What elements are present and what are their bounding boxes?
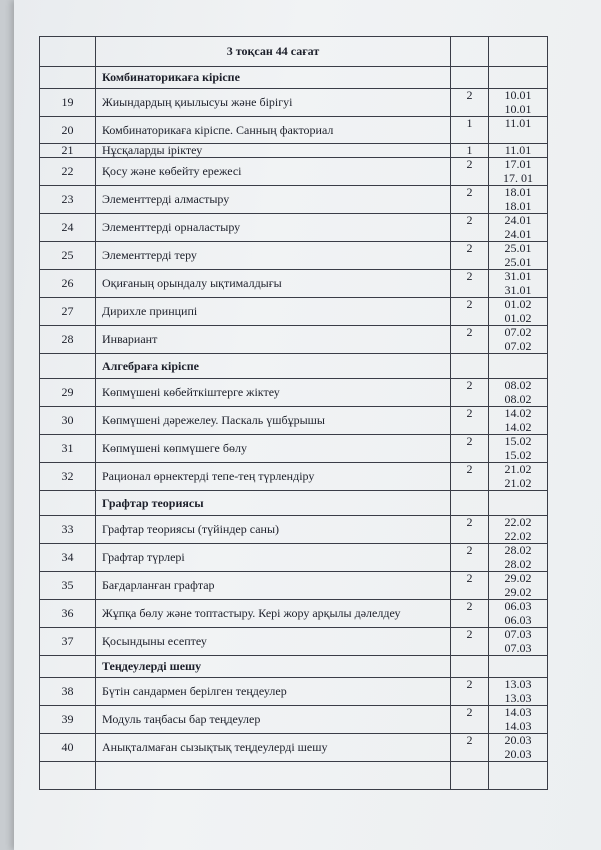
lesson-hours: 2 <box>451 544 489 572</box>
lesson-topic: Элементтерді теру <box>96 242 451 270</box>
lesson-date: 08.02 <box>504 378 532 392</box>
lesson-date: 25.01 <box>504 255 532 269</box>
lesson-hours: 2 <box>451 270 489 298</box>
lesson-dates <box>489 435 548 463</box>
empty-cell <box>40 67 96 89</box>
empty-cell <box>489 656 548 678</box>
lesson-dates <box>489 326 548 354</box>
lesson-date: 07.03 <box>504 627 532 641</box>
section-title: Алгебраға кіріспе <box>96 354 451 379</box>
lesson-date: 24.01 <box>504 213 532 227</box>
lesson-topic: Бүтін сандармен берілген теңдеулер <box>96 678 451 706</box>
lesson-date: 14.02 <box>504 420 532 434</box>
lesson-hours: 2 <box>451 89 489 117</box>
table-row <box>40 463 548 491</box>
section-title: Графтар теориясы <box>96 491 451 516</box>
lesson-topic: Жұпқа бөлу және топтастыру. Кері жору арқылы дәлелдеу <box>96 600 451 628</box>
lesson-number: 38 <box>40 678 96 706</box>
lesson-number: 25 <box>40 242 96 270</box>
table-row <box>40 158 548 186</box>
empty-row <box>40 762 548 790</box>
table-row <box>40 734 548 762</box>
lesson-date: 24.01 <box>504 227 532 241</box>
table-row <box>40 628 548 656</box>
section-title: Комбинаторикаға кіріспе <box>96 67 451 89</box>
lesson-date: 18.01 <box>504 185 532 199</box>
table-row <box>40 678 548 706</box>
table-row <box>40 298 548 326</box>
lesson-dates <box>489 186 548 214</box>
lesson-number: 31 <box>40 435 96 463</box>
empty-cell <box>40 491 96 516</box>
lesson-dates <box>489 734 548 762</box>
lesson-date: 22.02 <box>504 515 532 529</box>
lesson-topic: Дирихле принципі <box>96 298 451 326</box>
lesson-number: 29 <box>40 379 96 407</box>
lesson-topic: Рационал өрнектерді тепе-тең түрлендіру <box>96 463 451 491</box>
lesson-hours: 2 <box>451 214 489 242</box>
lesson-topic: Графтар теориясы (түйіндер саны) <box>96 516 451 544</box>
lesson-topic: Қосу және көбейту ережесі <box>96 158 451 186</box>
empty-cell <box>451 762 489 790</box>
lesson-dates <box>489 379 548 407</box>
lesson-dates <box>489 298 548 326</box>
empty-cell <box>489 762 548 790</box>
lesson-hours: 2 <box>451 407 489 435</box>
lesson-hours: 2 <box>451 572 489 600</box>
section-title: Теңдеулерді шешу <box>96 656 451 678</box>
table-row <box>40 89 548 117</box>
lesson-topic: Көпмүшені көбейткіштерге жіктеу <box>96 379 451 407</box>
lesson-topic: Элементтерді алмастыру <box>96 186 451 214</box>
empty-cell <box>451 656 489 678</box>
empty-cell <box>451 354 489 379</box>
table-row <box>40 144 548 158</box>
lesson-date: 10.01 <box>504 88 532 102</box>
table-row <box>40 117 548 144</box>
lesson-number: 36 <box>40 600 96 628</box>
lesson-number: 20 <box>40 117 96 144</box>
lesson-date: 20.03 <box>504 733 532 747</box>
empty-cell <box>489 67 548 89</box>
lesson-topic: Оқиғаның орындалу ықтималдығы <box>96 270 451 298</box>
lesson-date: 29.02 <box>504 585 532 599</box>
lesson-date: 06.03 <box>504 613 532 627</box>
lesson-number: 27 <box>40 298 96 326</box>
lesson-hours: 2 <box>451 326 489 354</box>
lesson-hours: 2 <box>451 158 489 186</box>
lesson-date: 28.02 <box>504 557 532 571</box>
lesson-date: 21.02 <box>504 462 532 476</box>
lesson-topic: Модуль таңбасы бар теңдеулер <box>96 706 451 734</box>
lesson-date: 01.02 <box>504 297 532 311</box>
lesson-date: 11.01 <box>504 116 532 130</box>
lesson-dates <box>489 600 548 628</box>
lesson-hours: 2 <box>451 600 489 628</box>
empty-cell <box>489 491 548 516</box>
lesson-topic: Инвариант <box>96 326 451 354</box>
lesson-topic: Элементтерді орналастыру <box>96 214 451 242</box>
lesson-topic: Бағдарланған графтар <box>96 572 451 600</box>
empty-cell <box>40 656 96 678</box>
lesson-hours: 2 <box>451 678 489 706</box>
lesson-date: 14.03 <box>504 705 532 719</box>
lesson-dates <box>489 516 548 544</box>
lesson-dates <box>489 117 548 144</box>
lesson-dates <box>489 242 548 270</box>
lesson-date: 20.03 <box>504 747 532 761</box>
lesson-date: 17.01 <box>504 157 532 171</box>
empty-cell <box>451 67 489 89</box>
lesson-dates <box>489 544 548 572</box>
lesson-date: 18.01 <box>504 199 532 213</box>
lesson-dates <box>489 144 548 158</box>
lesson-date: 07.02 <box>504 325 532 339</box>
lesson-hours: 1 <box>451 117 489 144</box>
lesson-topic: Қосындыны есептеу <box>96 628 451 656</box>
lesson-hours: 2 <box>451 379 489 407</box>
empty-cell <box>451 491 489 516</box>
lesson-hours: 1 <box>451 144 489 158</box>
table-row <box>40 435 548 463</box>
table-title-row <box>40 37 548 67</box>
lesson-date: 13.03 <box>504 677 532 691</box>
lesson-date: 07.02 <box>504 339 532 353</box>
lesson-number: 23 <box>40 186 96 214</box>
table-row <box>40 572 548 600</box>
lesson-hours: 2 <box>451 516 489 544</box>
lesson-date: 07.03 <box>504 641 532 655</box>
lesson-hours: 2 <box>451 463 489 491</box>
lesson-date: 22.02 <box>504 529 532 543</box>
lesson-dates <box>489 158 548 186</box>
lesson-number: 34 <box>40 544 96 572</box>
lesson-date: 17. 01 <box>503 171 533 185</box>
lesson-date: 14.03 <box>504 719 532 733</box>
lesson-number: 26 <box>40 270 96 298</box>
lesson-date: 31.01 <box>504 269 532 283</box>
empty-cell <box>40 354 96 379</box>
lesson-dates <box>489 270 548 298</box>
table-row <box>40 242 548 270</box>
lesson-date: 13.03 <box>504 691 532 705</box>
lesson-topic: Комбинаторикаға кіріспе. Санның факториал <box>96 117 451 144</box>
lesson-hours: 2 <box>451 734 489 762</box>
lesson-number: 28 <box>40 326 96 354</box>
lesson-dates <box>489 628 548 656</box>
section-header-row <box>40 354 548 379</box>
lesson-date: 15.02 <box>504 448 532 462</box>
lesson-date: 10.01 <box>504 102 532 116</box>
lesson-topic: Көпмүшені дәрежелеу. Паскаль үшбұрышы <box>96 407 451 435</box>
lesson-number: 22 <box>40 158 96 186</box>
lesson-number: 24 <box>40 214 96 242</box>
lesson-date: 15.02 <box>504 434 532 448</box>
lesson-hours: 2 <box>451 706 489 734</box>
lesson-hours: 2 <box>451 242 489 270</box>
lesson-number: 19 <box>40 89 96 117</box>
lesson-topic: Графтар түрлері <box>96 544 451 572</box>
lesson-number: 33 <box>40 516 96 544</box>
lesson-dates <box>489 407 548 435</box>
section-header-row <box>40 67 548 89</box>
lesson-topic: Жиындардың қиылысуы және бірігуі <box>96 89 451 117</box>
lesson-number: 37 <box>40 628 96 656</box>
lesson-dates <box>489 214 548 242</box>
table-row <box>40 186 548 214</box>
table-row <box>40 270 548 298</box>
lesson-date: 14.02 <box>504 406 532 420</box>
lesson-plan-table <box>39 36 548 790</box>
lesson-topic: Нұсқаларды іріктеу <box>96 144 451 158</box>
lesson-date: 01.02 <box>504 311 532 325</box>
section-header-row <box>40 491 548 516</box>
table-row <box>40 600 548 628</box>
lesson-dates <box>489 89 548 117</box>
lesson-dates <box>489 463 548 491</box>
lesson-number: 32 <box>40 463 96 491</box>
empty-cell <box>40 762 96 790</box>
lesson-date: 06.03 <box>504 599 532 613</box>
table-row <box>40 407 548 435</box>
lesson-hours: 2 <box>451 628 489 656</box>
table-row <box>40 326 548 354</box>
lesson-topic: Анықталмаған сызықтық теңдеулерді шешу <box>96 734 451 762</box>
lesson-hours: 2 <box>451 298 489 326</box>
quarter-title: 3 тоқсан 44 сағат <box>96 37 451 67</box>
table-row <box>40 706 548 734</box>
lesson-date: 25.01 <box>504 241 532 255</box>
empty-cell <box>96 762 451 790</box>
lesson-date: 21.02 <box>504 476 532 490</box>
lesson-number: 40 <box>40 734 96 762</box>
lesson-number: 35 <box>40 572 96 600</box>
lesson-hours: 2 <box>451 186 489 214</box>
empty-cell <box>489 354 548 379</box>
lesson-topic: Көпмүшені көпмүшеге бөлу <box>96 435 451 463</box>
lesson-dates <box>489 572 548 600</box>
lesson-dates <box>489 678 548 706</box>
table-row <box>40 516 548 544</box>
lesson-date: 08.02 <box>504 392 532 406</box>
table-row <box>40 379 548 407</box>
lesson-hours: 2 <box>451 435 489 463</box>
lesson-date: 28.02 <box>504 543 532 557</box>
lesson-number: 21 <box>40 144 96 158</box>
section-header-row <box>40 656 548 678</box>
table-row <box>40 544 548 572</box>
lesson-date: 31.01 <box>504 283 532 297</box>
table-row <box>40 214 548 242</box>
lesson-number: 39 <box>40 706 96 734</box>
lesson-date: 29.02 <box>504 571 532 585</box>
lesson-number: 30 <box>40 407 96 435</box>
page-edge-shadow <box>0 0 14 850</box>
lesson-dates <box>489 706 548 734</box>
lesson-date: 11.01 <box>504 143 532 157</box>
